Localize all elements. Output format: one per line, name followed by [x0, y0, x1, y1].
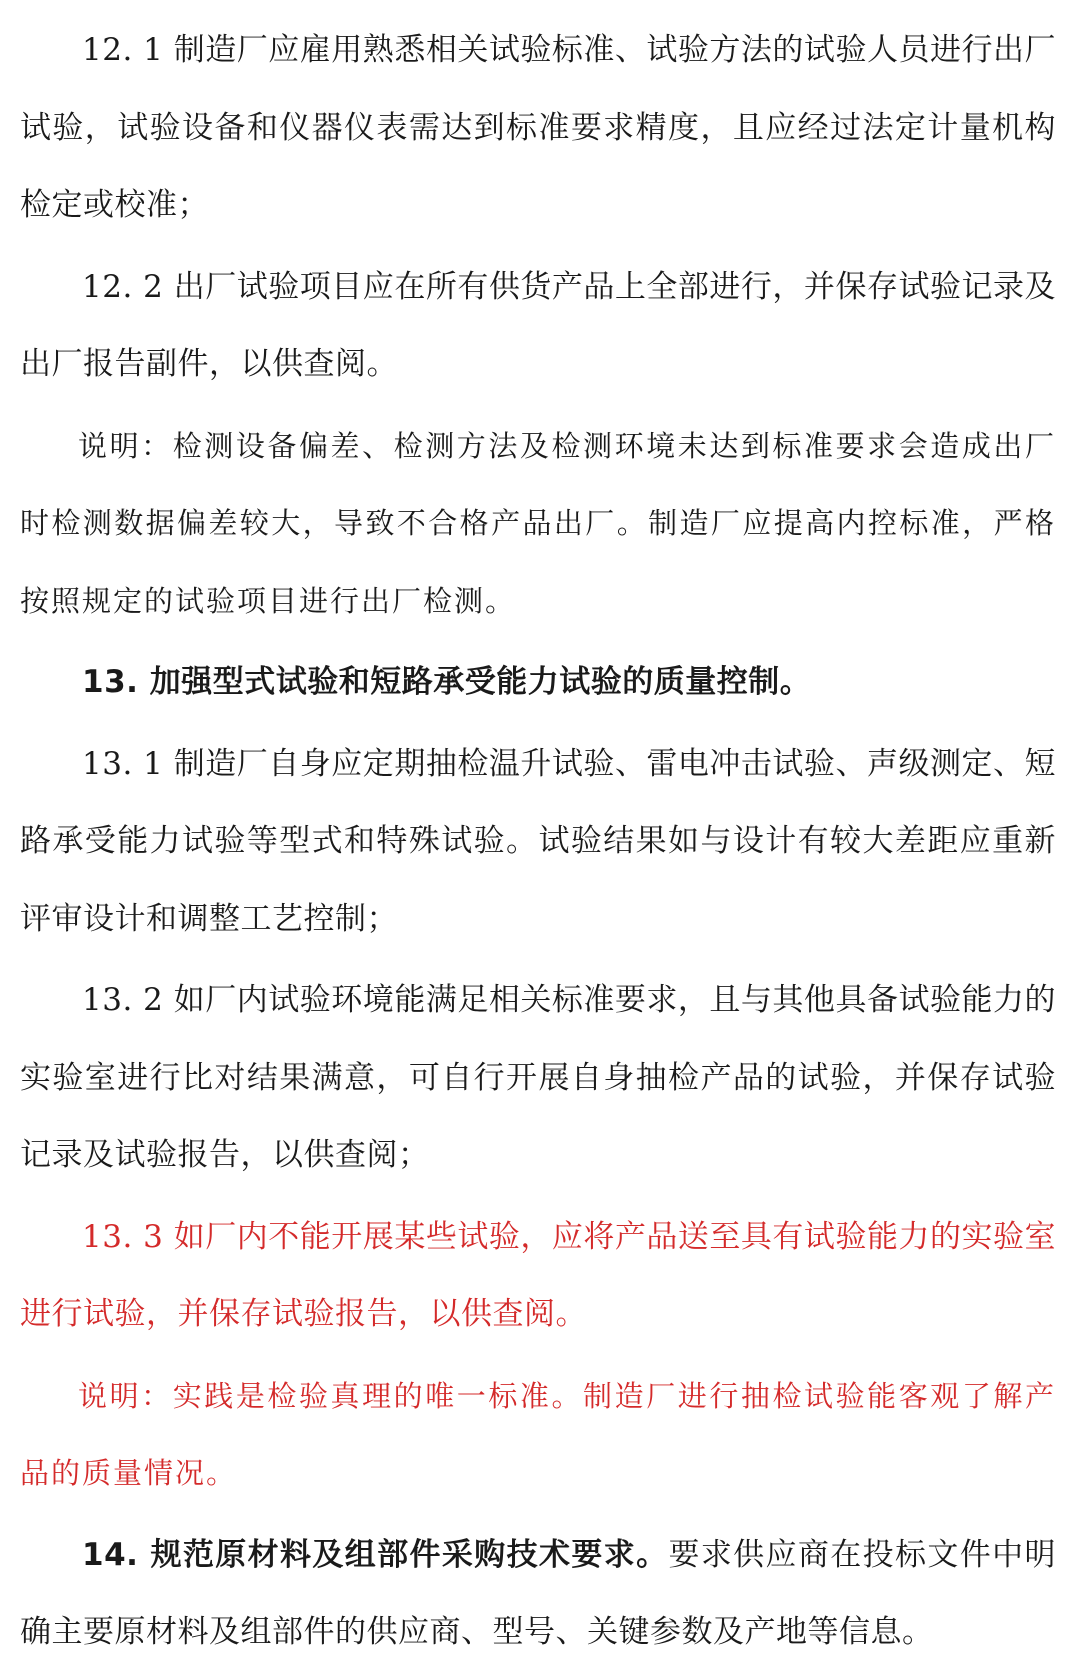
paragraph-13-2: 13. 2 如厂内试验环境能满足相关标准要求，且与其他具备试验能力的实验室进行比对结果满意，可自行开展自身抽检产品的试验，并保存试验记录及试验报告，以供查阅；: [20, 982, 1056, 1173]
heading-13: 13. 加强型式试验和短路承受能力试验的质量控制。: [82, 664, 812, 700]
note-12: 说明：检测设备偏差、检测方法及检测环境未达到标准要求会造成出厂时检测数据偏差较大，导致不合格产品出厂。制造厂应提高内控标准，严格按照规定的试验项目进行出厂检测。: [20, 428, 1056, 618]
paragraph-13-3: 13. 3 如厂内不能开展某些试验，应将产品送至具有试验能力的实验室进行试验，并保存试验报告，以供查阅。: [20, 1218, 1056, 1332]
note-13: 说明：实践是检验真理的唯一标准。制造厂进行抽检试验能客观了解产品的质量情况。: [20, 1378, 1056, 1490]
paragraph-12-2: 12. 2 出厂试验项目应在所有供货产品上全部进行，并保存试验记录及出厂报告副件，以供查阅。: [20, 268, 1056, 382]
paragraph-14-body: 要求供应商在投标文件中明确主要原材料及组部件的供应商、型号、关键参数及产地等信息。: [20, 1536, 1056, 1650]
paragraph-14: [20, 1517, 1056, 1672]
paragraph-12-1: 12. 1 制造厂应雇用熟悉相关试验标准、试验方法的试验人员进行出厂试验，试验设备和仪器仪表需达到标准要求精度，且应经过法定计量机构检定或校准；: [20, 32, 1056, 223]
paragraph-13-1: 13. 1 制造厂自身应定期抽检温升试验、雷电冲击试验、声级测定、短路承受能力试验等型式和特殊试验。试验结果如与设计有较大差距应重新评审设计和调整工艺控制；: [20, 745, 1056, 937]
heading-14: 14. 规范原材料及组部件采购技术要求。: [82, 1536, 669, 1573]
